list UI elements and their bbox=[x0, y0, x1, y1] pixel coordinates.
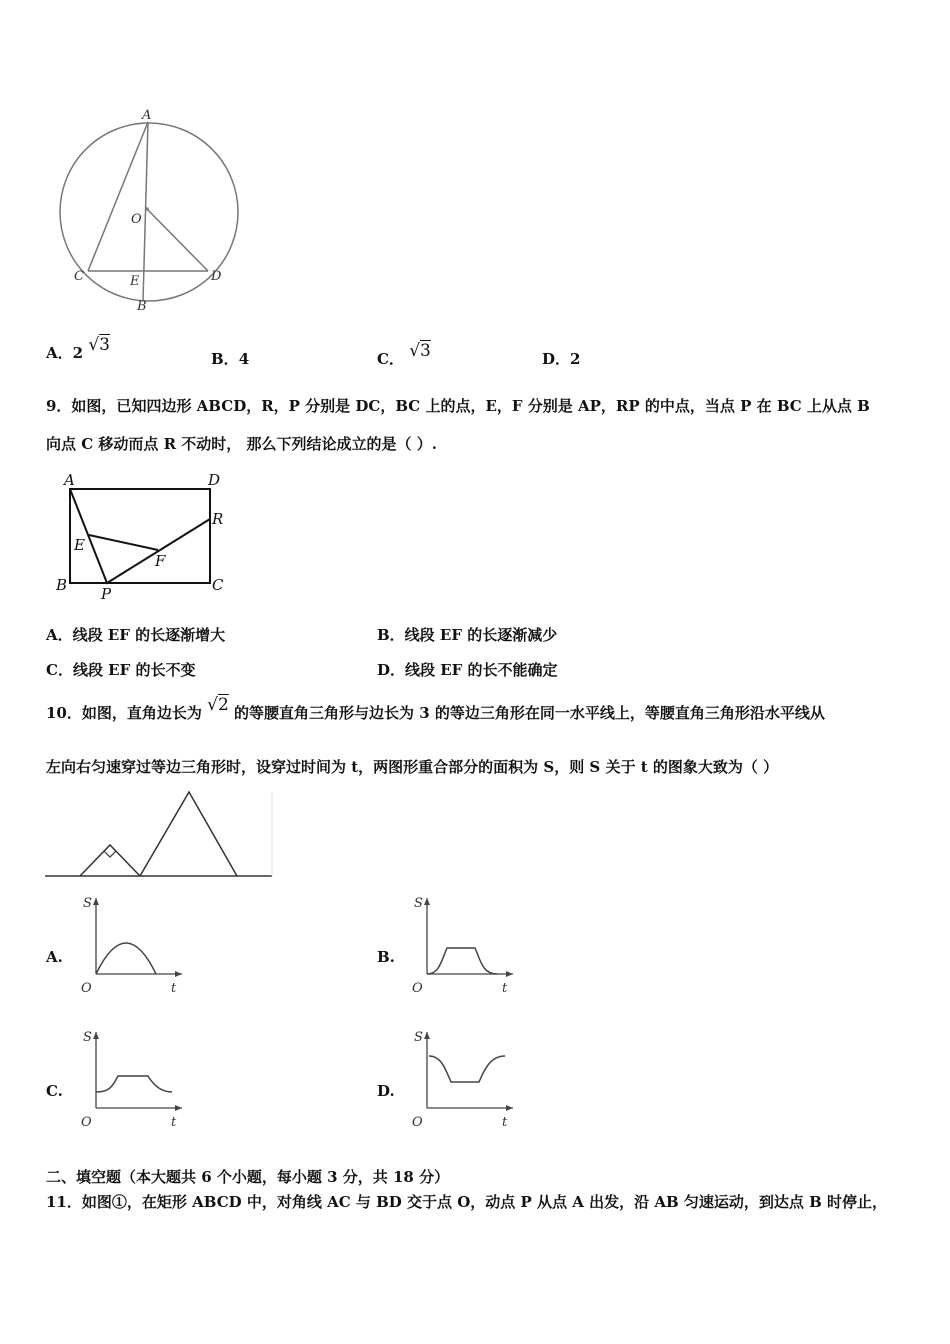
q9-rectangle-figure bbox=[52, 468, 237, 603]
q10-option-c-label[interactable]: C. bbox=[46, 1082, 63, 1100]
radical: √3 bbox=[88, 335, 110, 355]
q8-circle-figure bbox=[50, 105, 280, 320]
segment-ef bbox=[89, 535, 158, 550]
q8-option-c[interactable]: C． √3 bbox=[377, 341, 431, 368]
label-d: D bbox=[208, 471, 221, 489]
label-d: D bbox=[211, 269, 222, 284]
label-r: R bbox=[212, 510, 224, 528]
label-b: B bbox=[56, 576, 68, 594]
center-point bbox=[145, 207, 149, 211]
q10-option-b-label[interactable]: B. bbox=[377, 948, 395, 966]
curve bbox=[429, 1056, 505, 1082]
label-c: C bbox=[74, 269, 84, 284]
q8-option-b[interactable]: B．4 bbox=[211, 350, 250, 368]
q9-text-line2: 向点 C 移动而点 R 不动时， 那么下列结论成立的是（ ）. bbox=[46, 435, 437, 453]
label-c: C bbox=[212, 576, 224, 594]
q11-text-line1: 11．如图①，在矩形 ABCD 中，对角线 AC 与 BD 交于点 O，动点 P 从点 A 出发，沿 AB 匀速运动，到达点 B 时停止， bbox=[46, 1193, 887, 1211]
q10-option-a-label[interactable]: A. bbox=[46, 948, 63, 966]
q10-option-d-label[interactable]: D. bbox=[377, 1082, 395, 1100]
q8-option-a[interactable]: A．2 √3 bbox=[46, 335, 110, 362]
axis-o: O bbox=[412, 1115, 423, 1130]
label-f: F bbox=[155, 552, 166, 570]
q10-triangles-figure bbox=[44, 788, 276, 880]
q9-option-b[interactable]: B．线段 EF 的长逐渐减少 bbox=[377, 626, 558, 644]
q10-option-b-graph[interactable] bbox=[401, 892, 519, 998]
axis-t: t bbox=[171, 981, 177, 996]
axis-o: O bbox=[412, 981, 423, 996]
q10-option-d-graph[interactable] bbox=[401, 1026, 519, 1132]
curve bbox=[96, 1076, 172, 1092]
q10-text-line2: 左向右匀速穿过等边三角形时，设穿过时间为 t，两图形重合部分的面积为 S，则 S 关于 t 的图象大致为（ ） bbox=[46, 758, 779, 776]
axis-o: O bbox=[81, 1115, 92, 1130]
section-heading: 二、填空题（本大题共 6 个小题，每小题 3 分，共 18 分） bbox=[46, 1168, 450, 1186]
label-p: P bbox=[101, 585, 112, 603]
label-a: A bbox=[64, 471, 75, 489]
axis-s: S bbox=[83, 896, 92, 911]
label-a: A bbox=[142, 108, 152, 123]
label-e: E bbox=[130, 274, 140, 289]
q10-text-line1: 10．如图，直角边长为 √2 的等腰直角三角形与边长为 3 的等边三角形在同一水平线上，等腰直角三角形沿水平线从 bbox=[46, 695, 825, 722]
q9-text-line1: 9．如图，已知四边形 ABCD，R，P 分别是 DC，BC 上的点，E，F 分别是 AP，RP 的中点，当点 P 在 BC 上从点 B bbox=[46, 397, 870, 415]
axis-s: S bbox=[83, 1030, 92, 1045]
radius-od bbox=[147, 209, 208, 271]
axis-t: t bbox=[502, 981, 508, 996]
axis-s: S bbox=[414, 1030, 423, 1045]
axis-o: O bbox=[81, 981, 92, 996]
axis-s: S bbox=[414, 896, 423, 911]
q10-option-c-graph[interactable] bbox=[70, 1026, 188, 1132]
q8-option-d[interactable]: D．2 bbox=[542, 350, 581, 368]
equilateral-triangle bbox=[140, 792, 237, 876]
curve bbox=[427, 948, 497, 974]
radical: √2 bbox=[207, 695, 229, 715]
chord-ab bbox=[143, 122, 148, 301]
radical: √3 bbox=[409, 341, 431, 361]
q9-option-c[interactable]: C．线段 EF 的长不变 bbox=[46, 661, 196, 679]
q10-option-a-graph[interactable] bbox=[70, 892, 188, 998]
label-o: O bbox=[131, 212, 142, 227]
axis-t: t bbox=[171, 1115, 177, 1130]
isosceles-right-triangle bbox=[80, 845, 140, 876]
label-e: E bbox=[74, 536, 85, 554]
label-b: B bbox=[137, 299, 147, 314]
chord-ac bbox=[88, 122, 148, 271]
axis-t: t bbox=[502, 1115, 508, 1130]
q9-option-d[interactable]: D．线段 EF 的长不能确定 bbox=[377, 661, 558, 679]
right-angle-mark bbox=[104, 851, 116, 857]
curve bbox=[96, 943, 156, 974]
q9-option-a[interactable]: A．线段 EF 的长逐渐增大 bbox=[46, 626, 226, 644]
